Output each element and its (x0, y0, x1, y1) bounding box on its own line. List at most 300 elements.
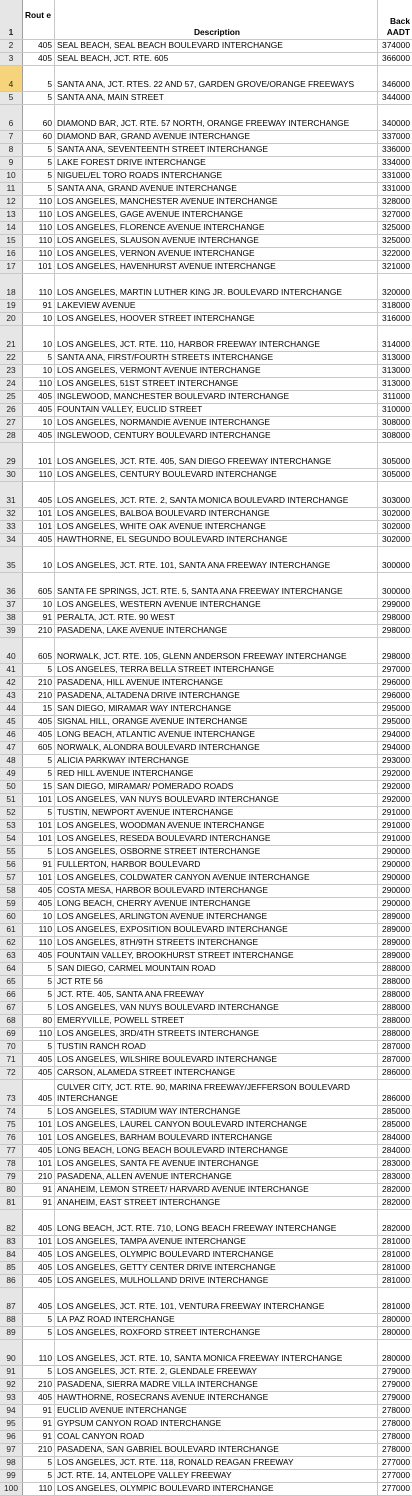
route-cell[interactable]: 101 (23, 508, 55, 520)
row-number[interactable]: 53 (0, 820, 23, 832)
description-cell[interactable] (55, 1171, 378, 1183)
route-cell[interactable]: 405 (23, 53, 55, 65)
back-aadt-cell[interactable]: 293000 (382, 755, 410, 765)
description-cell[interactable] (55, 781, 378, 793)
route-cell[interactable]: 5 (23, 183, 55, 195)
row-number[interactable]: 37 (0, 599, 23, 611)
description-cell[interactable] (55, 1418, 378, 1430)
row-number[interactable]: 29 (0, 443, 23, 468)
route-cell[interactable]: 110 (23, 469, 55, 481)
back-aadt-cell[interactable]: 285000 (382, 1106, 410, 1116)
back-aadt-cell[interactable]: 289000 (382, 911, 410, 921)
description-cell[interactable] (55, 1483, 378, 1495)
route-cell[interactable]: 405 (23, 1054, 55, 1066)
route-cell[interactable]: 210 (23, 1444, 55, 1456)
back-aadt-cell[interactable]: 292000 (382, 781, 410, 791)
description-cell[interactable] (55, 92, 378, 104)
route-cell[interactable]: 60 (23, 105, 55, 130)
row-number[interactable]: 57 (0, 872, 23, 884)
description-cell[interactable] (55, 261, 378, 273)
row-number[interactable]: 20 (0, 313, 23, 325)
row-number[interactable]: 67 (0, 1002, 23, 1014)
description-cell[interactable] (55, 1145, 378, 1157)
description-cell[interactable] (55, 1340, 378, 1365)
route-cell[interactable]: 405 (23, 1288, 55, 1313)
back-aadt-cell[interactable]: 286000 (382, 1093, 410, 1103)
row-number[interactable]: 85 (0, 1262, 23, 1274)
row-number[interactable]: 97 (0, 1444, 23, 1456)
description-cell[interactable] (55, 807, 378, 819)
back-aadt-cell[interactable]: 300000 (382, 560, 410, 570)
back-aadt-cell[interactable]: 328000 (382, 196, 410, 206)
route-cell[interactable]: 10 (23, 365, 55, 377)
route-cell[interactable]: 110 (23, 1483, 55, 1495)
back-aadt-cell[interactable]: 327000 (382, 209, 410, 219)
route-cell[interactable]: 405 (23, 40, 55, 52)
route-cell[interactable]: 5 (23, 976, 55, 988)
back-aadt-cell[interactable]: 308000 (382, 417, 410, 427)
route-cell[interactable]: 10 (23, 599, 55, 611)
route-cell[interactable]: 5 (23, 807, 55, 819)
back-aadt-cell[interactable]: 344000 (382, 92, 410, 102)
row-number[interactable]: 74 (0, 1106, 23, 1118)
description-cell[interactable] (55, 1015, 378, 1027)
row-number[interactable]: 43 (0, 690, 23, 702)
route-cell[interactable]: 405 (23, 391, 55, 403)
route-cell[interactable]: 5 (23, 1327, 55, 1339)
back-aadt-cell[interactable]: 311000 (382, 391, 410, 401)
back-aadt-cell[interactable]: 280000 (382, 1314, 410, 1324)
row-number[interactable]: 10 (0, 170, 23, 182)
route-cell[interactable]: 405 (23, 430, 55, 442)
row-number[interactable]: 72 (0, 1067, 23, 1079)
description-cell[interactable] (55, 391, 378, 403)
back-aadt-cell[interactable]: 325000 (382, 222, 410, 232)
back-aadt-cell[interactable]: 313000 (382, 352, 410, 362)
back-aadt-cell[interactable]: 278000 (382, 1418, 410, 1428)
back-aadt-cell[interactable]: 281000 (382, 1275, 410, 1285)
description-cell[interactable] (55, 638, 378, 663)
description-cell[interactable] (55, 443, 378, 468)
back-aadt-cell[interactable]: 314000 (382, 339, 410, 349)
back-aadt-cell[interactable]: 294000 (382, 729, 410, 739)
route-cell[interactable]: 110 (23, 209, 55, 221)
back-aadt-cell[interactable]: 346000 (382, 79, 410, 89)
description-cell[interactable] (55, 924, 378, 936)
description-cell[interactable] (55, 157, 378, 169)
row-number[interactable]: 65 (0, 976, 23, 988)
route-cell[interactable]: 10 (23, 313, 55, 325)
row-number[interactable]: 89 (0, 1327, 23, 1339)
back-aadt-cell[interactable]: 288000 (382, 976, 410, 986)
back-aadt-cell[interactable]: 289000 (382, 924, 410, 934)
row-number[interactable]: 22 (0, 352, 23, 364)
description-cell[interactable] (55, 742, 378, 754)
row-number[interactable]: 48 (0, 755, 23, 767)
description-cell[interactable] (55, 508, 378, 520)
route-cell[interactable]: 405 (23, 1275, 55, 1287)
back-aadt-cell[interactable]: 288000 (382, 963, 410, 973)
row-number[interactable]: 98 (0, 1457, 23, 1469)
description-cell[interactable] (55, 573, 378, 598)
route-cell[interactable]: 5 (23, 664, 55, 676)
route-cell[interactable]: 10 (23, 326, 55, 351)
row-number[interactable]: 91 (0, 1366, 23, 1378)
row-number[interactable]: 8 (0, 144, 23, 156)
route-cell[interactable]: 15 (23, 781, 55, 793)
row-number[interactable]: 61 (0, 924, 23, 936)
back-aadt-cell[interactable]: 290000 (382, 872, 410, 882)
back-aadt-cell[interactable]: 290000 (382, 898, 410, 908)
description-cell[interactable] (55, 196, 378, 208)
route-cell[interactable]: 210 (23, 1171, 55, 1183)
description-cell[interactable] (55, 482, 378, 507)
row-number[interactable]: 16 (0, 248, 23, 260)
route-cell[interactable]: 5 (23, 1457, 55, 1469)
route-cell[interactable]: 5 (23, 963, 55, 975)
description-cell[interactable] (55, 898, 378, 910)
description-cell[interactable] (55, 794, 378, 806)
row-number[interactable]: 96 (0, 1431, 23, 1443)
back-aadt-cell[interactable]: 295000 (382, 703, 410, 713)
route-cell[interactable]: 405 (23, 1067, 55, 1079)
row-number[interactable]: 93 (0, 1392, 23, 1404)
route-cell[interactable]: 101 (23, 820, 55, 832)
back-aadt-cell[interactable]: 286000 (382, 1067, 410, 1077)
route-cell[interactable]: 91 (23, 300, 55, 312)
row-number[interactable]: 30 (0, 469, 23, 481)
description-cell[interactable] (55, 1210, 378, 1235)
back-aadt-cell[interactable]: 292000 (382, 794, 410, 804)
row-number[interactable]: 5 (0, 92, 23, 104)
back-aadt-cell[interactable]: 337000 (382, 131, 410, 141)
back-aadt-cell[interactable]: 279000 (382, 1366, 410, 1376)
route-cell[interactable]: 101 (23, 833, 55, 845)
row-number[interactable]: 36 (0, 573, 23, 598)
row-number[interactable]: 4 (0, 66, 23, 91)
back-aadt-cell[interactable]: 295000 (382, 716, 410, 726)
row-number[interactable]: 68 (0, 1015, 23, 1027)
route-cell[interactable]: 110 (23, 248, 55, 260)
row-number[interactable]: 27 (0, 417, 23, 429)
back-aadt-cell[interactable]: 290000 (382, 859, 410, 869)
description-cell[interactable] (55, 469, 378, 481)
back-aadt-cell[interactable]: 287000 (382, 1054, 410, 1064)
route-cell[interactable]: 101 (23, 794, 55, 806)
row-number[interactable]: 86 (0, 1275, 23, 1287)
route-cell[interactable]: 110 (23, 924, 55, 936)
route-cell[interactable]: 80 (23, 1015, 55, 1027)
back-aadt-cell[interactable]: 313000 (382, 365, 410, 375)
row-number[interactable]: 19 (0, 300, 23, 312)
back-aadt-cell[interactable]: 288000 (382, 1015, 410, 1025)
route-cell[interactable]: 101 (23, 521, 55, 533)
description-cell[interactable] (55, 170, 378, 182)
row-number[interactable]: 94 (0, 1405, 23, 1417)
route-cell[interactable]: 605 (23, 742, 55, 754)
route-cell[interactable]: 91 (23, 859, 55, 871)
row-number[interactable]: 69 (0, 1028, 23, 1040)
back-aadt-cell[interactable]: 296000 (382, 677, 410, 687)
row-number[interactable]: 13 (0, 209, 23, 221)
description-cell[interactable] (55, 1327, 378, 1339)
route-cell[interactable]: 101 (23, 1236, 55, 1248)
route-cell[interactable]: 5 (23, 92, 55, 104)
back-aadt-cell[interactable]: 277000 (382, 1470, 410, 1480)
description-cell[interactable] (55, 872, 378, 884)
description-cell[interactable] (55, 1119, 378, 1131)
back-aadt-cell[interactable]: 297000 (382, 664, 410, 674)
back-aadt-cell[interactable]: 374000 (382, 40, 410, 50)
back-aadt-cell[interactable]: 290000 (382, 885, 410, 895)
description-cell[interactable] (55, 729, 378, 741)
back-aadt-cell[interactable]: 279000 (382, 1392, 410, 1402)
description-cell[interactable] (55, 183, 378, 195)
route-cell[interactable]: 405 (23, 1262, 55, 1274)
back-aadt-cell[interactable]: 279000 (382, 1379, 410, 1389)
description-cell[interactable] (55, 1197, 378, 1209)
description-cell[interactable] (55, 716, 378, 728)
row-number[interactable]: 55 (0, 846, 23, 858)
route-cell[interactable]: 605 (23, 573, 55, 598)
back-aadt-cell[interactable]: 331000 (382, 170, 410, 180)
route-cell[interactable]: 15 (23, 703, 55, 715)
route-cell[interactable]: 210 (23, 625, 55, 637)
route-cell[interactable]: 405 (23, 1210, 55, 1235)
route-cell[interactable]: 5 (23, 1366, 55, 1378)
description-cell[interactable] (55, 625, 378, 637)
description-cell[interactable] (55, 1444, 378, 1456)
back-aadt-cell[interactable]: 283000 (382, 1158, 410, 1168)
row-number[interactable]: 66 (0, 989, 23, 1001)
back-aadt-cell[interactable]: 310000 (382, 404, 410, 414)
route-cell[interactable]: 10 (23, 417, 55, 429)
row-number[interactable]: 18 (0, 274, 23, 299)
description-cell[interactable] (55, 105, 378, 130)
back-aadt-cell[interactable]: 284000 (382, 1145, 410, 1155)
route-cell[interactable]: 10 (23, 911, 55, 923)
description-cell[interactable] (55, 313, 378, 325)
description-cell[interactable] (55, 1236, 378, 1248)
row-number[interactable]: 47 (0, 742, 23, 754)
description-cell[interactable] (55, 1041, 378, 1053)
back-aadt-cell[interactable]: 302000 (382, 508, 410, 518)
description-cell[interactable] (55, 612, 378, 624)
row-number[interactable]: 52 (0, 807, 23, 819)
route-cell[interactable]: 405 (23, 404, 55, 416)
back-aadt-cell[interactable]: 290000 (382, 846, 410, 856)
back-aadt-cell[interactable]: 321000 (382, 261, 410, 271)
description-cell[interactable] (55, 1002, 378, 1014)
description-cell[interactable] (55, 820, 378, 832)
description-cell[interactable] (55, 53, 378, 65)
description-cell[interactable] (55, 1028, 378, 1040)
back-aadt-cell[interactable]: 289000 (382, 937, 410, 947)
description-cell[interactable] (55, 1275, 378, 1287)
route-cell[interactable]: 405 (23, 950, 55, 962)
back-aadt-cell[interactable]: 277000 (382, 1457, 410, 1467)
row-number[interactable]: 26 (0, 404, 23, 416)
row-number[interactable]: 64 (0, 963, 23, 975)
description-cell[interactable] (55, 1184, 378, 1196)
description-cell[interactable] (55, 1366, 378, 1378)
row-number[interactable]: 31 (0, 482, 23, 507)
description-cell[interactable] (55, 1457, 378, 1469)
description-cell[interactable] (55, 755, 378, 767)
route-cell[interactable]: 101 (23, 1119, 55, 1131)
route-cell[interactable]: 5 (23, 66, 55, 91)
row-number[interactable]: 60 (0, 911, 23, 923)
description-cell[interactable] (55, 404, 378, 416)
back-aadt-cell[interactable]: 331000 (382, 183, 410, 193)
back-aadt-cell[interactable]: 291000 (382, 833, 410, 843)
back-aadt-cell[interactable]: 336000 (382, 144, 410, 154)
description-cell[interactable] (55, 937, 378, 949)
route-cell[interactable]: 405 (23, 1145, 55, 1157)
route-cell[interactable]: 91 (23, 612, 55, 624)
back-aadt-cell[interactable]: 340000 (382, 118, 410, 128)
row-number[interactable]: 99 (0, 1470, 23, 1482)
row-number[interactable]: 78 (0, 1158, 23, 1170)
route-cell[interactable]: 5 (23, 1470, 55, 1482)
description-cell[interactable] (55, 274, 378, 299)
description-cell[interactable] (55, 1379, 378, 1391)
back-aadt-cell[interactable]: 302000 (382, 521, 410, 531)
row-number[interactable]: 88 (0, 1314, 23, 1326)
back-aadt-cell[interactable]: 278000 (382, 1405, 410, 1415)
back-aadt-cell[interactable]: 298000 (382, 625, 410, 635)
back-aadt-cell[interactable]: 281000 (382, 1249, 410, 1259)
row-number[interactable]: 23 (0, 365, 23, 377)
description-cell[interactable] (55, 222, 378, 234)
row-number[interactable]: 2 (0, 40, 23, 52)
description-cell[interactable] (55, 989, 378, 1001)
row-number[interactable]: 17 (0, 261, 23, 273)
description-cell[interactable] (55, 417, 378, 429)
back-aadt-cell[interactable]: 334000 (382, 157, 410, 167)
row-number[interactable]: 34 (0, 534, 23, 546)
description-cell[interactable] (55, 963, 378, 975)
description-cell[interactable] (55, 430, 378, 442)
back-aadt-cell[interactable]: 288000 (382, 989, 410, 999)
route-cell[interactable]: 5 (23, 846, 55, 858)
back-aadt-cell[interactable]: 289000 (382, 950, 410, 960)
row-number[interactable]: 50 (0, 781, 23, 793)
row-number[interactable]: 44 (0, 703, 23, 715)
route-cell[interactable]: 101 (23, 1132, 55, 1144)
row-number[interactable]: 87 (0, 1288, 23, 1313)
description-cell[interactable] (55, 326, 378, 351)
back-aadt-cell[interactable]: 296000 (382, 690, 410, 700)
description-header[interactable]: Description (55, 0, 378, 39)
back-aadt-cell[interactable]: 316000 (382, 313, 410, 323)
description-cell[interactable] (55, 248, 378, 260)
description-cell[interactable] (55, 66, 378, 91)
row-number[interactable]: 9 (0, 157, 23, 169)
row-number[interactable]: 79 (0, 1171, 23, 1183)
row-number[interactable]: 59 (0, 898, 23, 910)
row-number[interactable]: 62 (0, 937, 23, 949)
route-cell[interactable]: 405 (23, 482, 55, 507)
back-aadt-header[interactable]: Back AADT (386, 16, 410, 37)
route-cell[interactable]: 110 (23, 1028, 55, 1040)
description-cell[interactable] (55, 1314, 378, 1326)
description-cell[interactable] (55, 1080, 378, 1105)
description-cell[interactable] (55, 144, 378, 156)
row-number[interactable]: 49 (0, 768, 23, 780)
route-cell[interactable]: 91 (23, 1418, 55, 1430)
back-aadt-cell[interactable]: 300000 (382, 586, 410, 596)
description-cell[interactable] (55, 1106, 378, 1118)
back-aadt-cell[interactable]: 313000 (382, 378, 410, 388)
route-cell[interactable]: 405 (23, 729, 55, 741)
route-cell[interactable]: 210 (23, 1379, 55, 1391)
row-number[interactable]: 83 (0, 1236, 23, 1248)
description-cell[interactable] (55, 885, 378, 897)
route-cell[interactable]: 5 (23, 1002, 55, 1014)
back-aadt-cell[interactable]: 298000 (382, 651, 410, 661)
route-cell[interactable]: 405 (23, 885, 55, 897)
row-number[interactable]: 95 (0, 1418, 23, 1430)
route-cell[interactable]: 405 (23, 1392, 55, 1404)
description-cell[interactable] (55, 911, 378, 923)
row-number[interactable]: 63 (0, 950, 23, 962)
description-cell[interactable] (55, 664, 378, 676)
row-number[interactable]: 71 (0, 1054, 23, 1066)
route-cell[interactable]: 405 (23, 534, 55, 546)
description-cell[interactable] (55, 859, 378, 871)
route-cell[interactable]: 110 (23, 222, 55, 234)
row-number[interactable]: 32 (0, 508, 23, 520)
description-cell[interactable] (55, 1288, 378, 1313)
description-cell[interactable] (55, 235, 378, 247)
route-cell[interactable]: 210 (23, 690, 55, 702)
route-cell[interactable]: 5 (23, 1314, 55, 1326)
back-aadt-cell[interactable]: 283000 (382, 1171, 410, 1181)
row-number[interactable]: 33 (0, 521, 23, 533)
back-aadt-cell[interactable]: 303000 (382, 495, 410, 505)
row-number[interactable]: 3 (0, 53, 23, 65)
back-aadt-cell[interactable]: 318000 (382, 300, 410, 310)
route-cell[interactable]: 5 (23, 352, 55, 364)
back-aadt-cell[interactable]: 325000 (382, 235, 410, 245)
row-number[interactable]: 70 (0, 1041, 23, 1053)
description-cell[interactable] (55, 1158, 378, 1170)
back-aadt-cell[interactable]: 288000 (382, 1028, 410, 1038)
route-cell[interactable]: 5 (23, 1106, 55, 1118)
description-cell[interactable] (55, 950, 378, 962)
back-aadt-cell[interactable]: 282000 (382, 1184, 410, 1194)
row-number[interactable]: 80 (0, 1184, 23, 1196)
description-cell[interactable] (55, 131, 378, 143)
route-cell[interactable]: 110 (23, 937, 55, 949)
description-cell[interactable] (55, 677, 378, 689)
back-aadt-cell[interactable]: 298000 (382, 612, 410, 622)
route-cell[interactable]: 5 (23, 989, 55, 1001)
route-cell[interactable]: 91 (23, 1184, 55, 1196)
route-cell[interactable]: 110 (23, 196, 55, 208)
row-number[interactable]: 11 (0, 183, 23, 195)
row-number[interactable]: 81 (0, 1197, 23, 1209)
back-aadt-cell[interactable]: 291000 (382, 820, 410, 830)
route-cell[interactable]: 5 (23, 144, 55, 156)
route-cell[interactable]: 5 (23, 1041, 55, 1053)
back-aadt-cell[interactable]: 292000 (382, 768, 410, 778)
back-aadt-cell[interactable]: 291000 (382, 807, 410, 817)
description-cell[interactable] (55, 300, 378, 312)
route-cell[interactable]: 101 (23, 261, 55, 273)
description-cell[interactable] (55, 534, 378, 546)
